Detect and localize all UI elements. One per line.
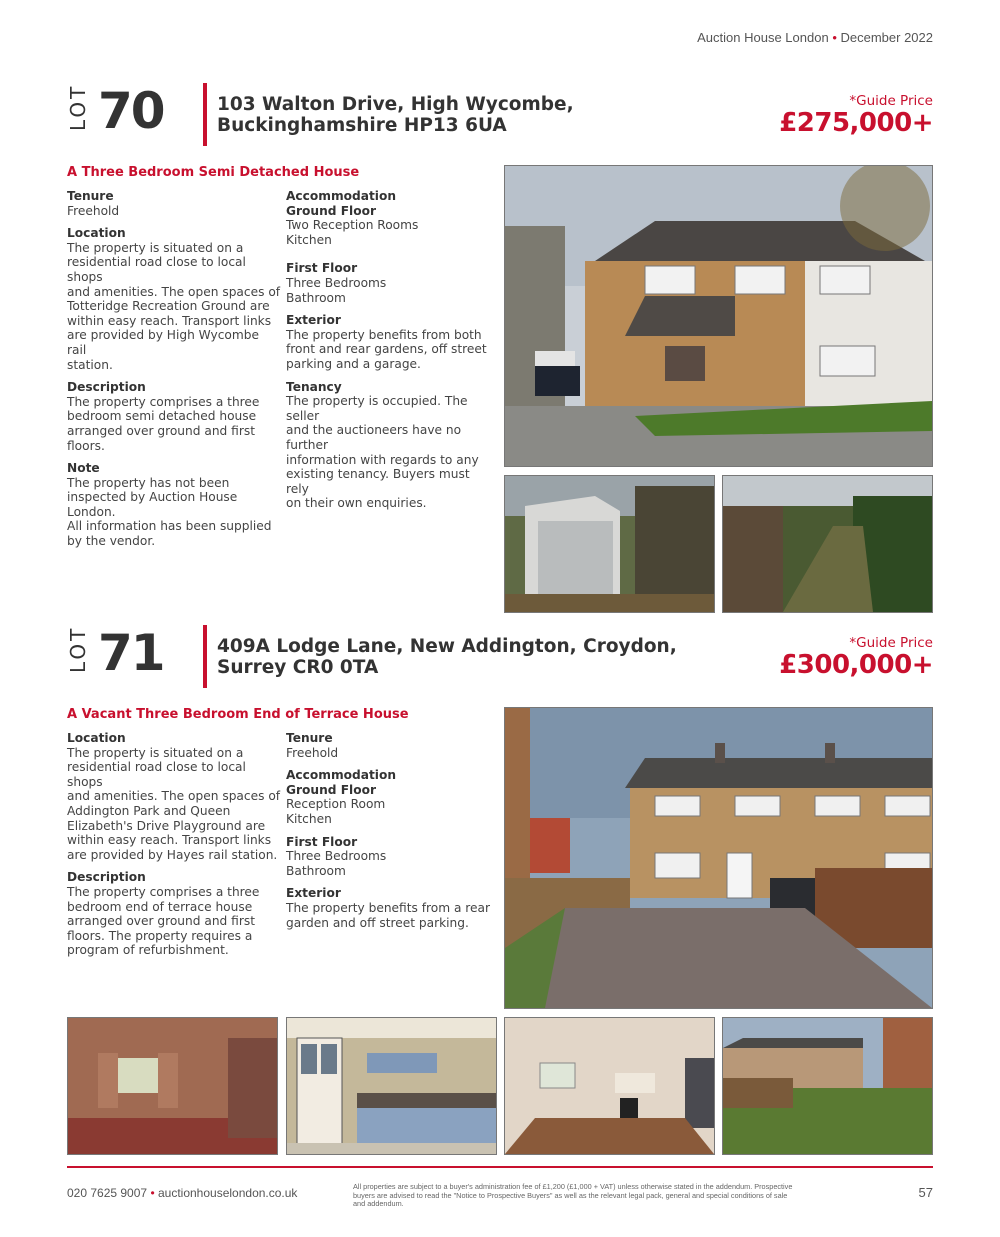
address-line-1: 103 Walton Drive, High Wycombe, [217,94,574,115]
header-separator: • [832,30,837,45]
text-line: by the vendor. [67,534,156,549]
text-line: parking and a garage. [286,356,421,371]
property-subtitle: A Vacant Three Bedroom End of Terrace House [67,707,409,722]
lot-details-right [286,731,496,930]
guide-price-label: *Guide Price [849,635,933,651]
property-photo-garden [722,475,933,613]
text-line: on their own enquiries. [286,496,427,511]
text-line: Totteridge Recreation Ground are [67,299,270,314]
lot-divider [203,625,207,688]
text-line: residential road close to local shops [67,760,246,789]
tenure-value: Freehold [67,203,120,218]
guide-price-label: *Guide Price [849,93,933,109]
property-subtitle: A Three Bedroom Semi Detached House [67,165,360,180]
text-line: bedroom semi detached house [67,409,257,424]
page-header [697,30,933,45]
room-item: Three Bedrooms [286,275,387,290]
address-line-2: Surrey CR0 0TA [217,657,379,678]
text-line: within easy reach. Transport links [67,833,272,848]
ground-floor-heading: Ground Floor [286,782,376,797]
text-line: inspected by Auction House London. [67,490,238,519]
text-line: arranged over ground and first [67,423,255,438]
property-photo-living-room [504,1017,715,1155]
text-line: All information has been supplied [67,519,272,534]
room-item: Two Reception Rooms [286,218,419,233]
phone-number[interactable]: 020 7625 9007 [67,1186,148,1200]
tenancy-heading: Tenancy [286,379,342,394]
property-photo-main [504,707,933,1009]
text-line: The property benefits from both [286,327,482,342]
note-heading: Note [67,461,100,476]
note-text [67,476,282,549]
text-line: buyers are advised to read the "Notice to Prospective Buyers" as well as the relevant legal pack, general and special conditions of sale [353,1190,788,1200]
text-line: floors. [67,438,105,453]
description-text [67,885,282,958]
footer-divider [67,1166,933,1168]
text-line: All properties are subject to a buyer's administration fee of £1,200 (£1,000 + VAT) unless otherwise stated in the addendum. Prospective [353,1182,793,1191]
issue-date: December 2022 [840,30,933,45]
address-line-2: Buckinghamshire HP13 6UA [217,115,507,136]
text-line: are provided by Hayes rail station. [67,847,278,862]
lot-details-left [67,731,282,958]
first-floor-heading: First Floor [286,261,358,276]
footer-disclaimer [353,1183,848,1209]
text-line: and amenities. The open spaces of [67,284,281,299]
website-link[interactable]: auctionhouselondon.co.uk [157,1186,298,1200]
text-line: arranged over ground and first [67,914,255,929]
lot-label: LOT [66,625,90,673]
lot-details-left [67,189,282,549]
location-heading: Location [67,226,126,241]
location-text [67,746,282,863]
text-line: information with regards to any [286,452,479,467]
description-heading: Description [67,870,146,885]
lot-number: 71 [98,624,164,682]
room-item: Bathroom [286,863,346,878]
property-photo-rear-garden [722,1017,933,1155]
lot-number: 70 [98,82,164,140]
room-item: Kitchen [286,811,332,826]
publisher-name: Auction House London [697,30,829,45]
text-line: and addendum. [353,1199,404,1209]
exterior-heading: Exterior [286,313,341,328]
room-item: Kitchen [286,232,332,247]
first-floor-heading: First Floor [286,834,358,849]
accommodation-heading: Accommodation [286,189,397,203]
accommodation-heading: Accommodation [286,768,397,783]
text-line: front and rear gardens, off street [286,342,487,357]
text-line: are provided by High Wycombe rail [67,328,259,357]
ground-floor-heading: Ground Floor [286,203,376,218]
guide-price: £300,000+ [779,650,933,680]
text-line: bedroom end of terrace house [67,899,253,914]
text-line: garden and off street parking. [286,915,469,930]
description-text [67,395,282,453]
text-line: within easy reach. Transport links [67,313,272,328]
location-heading: Location [67,731,126,745]
description-heading: Description [67,380,146,395]
address-line-1: 409A Lodge Lane, New Addington, Croydon, [217,636,677,657]
text-line: and the auctioneers have no further [286,423,462,452]
text-line: The property benefits from a rear [286,900,491,915]
property-photo-kitchen [286,1017,497,1155]
property-photo-garage [504,475,715,613]
text-line: station. [67,357,113,372]
tenure-heading: Tenure [67,189,114,203]
text-line: Elizabeth's Drive Playground are [67,818,266,833]
page-number: 57 [918,1185,933,1200]
text-line: program of refurbishment. [67,943,229,958]
room-item: Reception Room [286,797,386,812]
footer-separator: • [150,1186,155,1200]
lot-address [217,94,574,136]
room-item: Three Bedrooms [286,849,387,864]
text-line: existing tenancy. Buyers must rely [286,467,470,496]
text-line: The property is situated on a [67,240,244,255]
guide-price: £275,000+ [779,108,933,138]
text-line: floors. The property requires a [67,928,253,943]
property-photo-main [504,165,933,467]
text-line: The property has not been [67,475,230,490]
text-line: Addington Park and Queen [67,803,231,818]
footer-contact [67,1186,297,1200]
location-text [67,241,282,372]
lot-divider [203,83,207,146]
lot-label: LOT [66,83,90,131]
text-line: and amenities. The open spaces of [67,789,281,804]
exterior-heading: Exterior [286,886,341,901]
text-line: The property is situated on a [67,745,244,760]
room-item: Bathroom [286,290,346,305]
lot-details-right [286,189,496,511]
tenure-heading: Tenure [286,731,333,745]
text-line: The property is occupied. The seller [286,394,468,423]
tenure-value: Freehold [286,745,339,760]
text-line: The property comprises a three [67,884,260,899]
property-photo-bedroom [67,1017,278,1155]
lot-address [217,636,677,678]
text-line: residential road close to local shops [67,255,246,284]
text-line: The property comprises a three [67,394,260,409]
